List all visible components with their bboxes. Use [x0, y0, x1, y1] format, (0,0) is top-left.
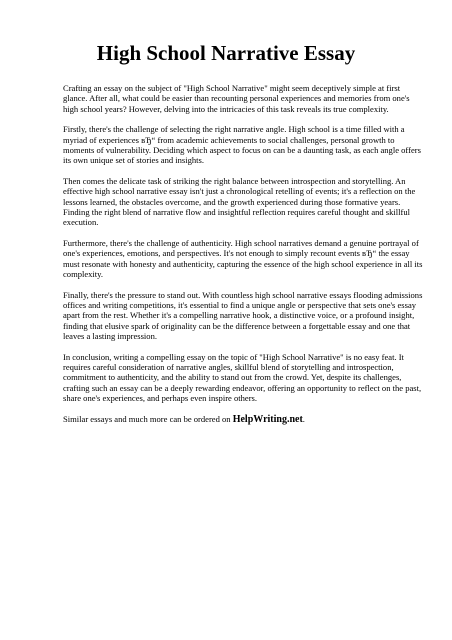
paragraph-conclusion: In conclusion, writing a compelling essay on the topic of "High School Narrative" is no easy feat. It requires careful consideration of narrative angles, skillful blend of storytelling and introspection, commitment to authenticity, and the ability to stand out from the crowd. Yet, despite its challenges, crafting such an essay can be a deeply rewarding endeavor, offering an opportunity to reflect on the past, share one's experiences, and perhaps even inspire others.: [63, 351, 422, 404]
paragraph-authenticity: Furthermore, there's the challenge of authenticity. High school narratives demand a genuine portrayal of one's experiences, emotions, and perspectives. It's not enough to simply recount events вЂ“ the essay must resonate with honesty and authenticity, capturing the essence of the high school experience in all its complexity.: [63, 238, 423, 280]
footer-line: [63, 414, 424, 425]
helpwriting-link[interactable]: HelpWriting.net: [232, 413, 303, 425]
footer-suffix: .: [302, 413, 305, 424]
paragraph-intro: Crafting an essay on the subject of "High School Narrative" might seem deceptively simple at first glance. After all, what could be easier than recounting personal experiences and memories from one's high school years? However, delving into the intricacies of this task reveals its true complexity.: [63, 83, 410, 114]
paragraph-stand-out: Finally, there's the pressure to stand out. With countless high school narrative essays flooding admissions offices and writing competitions, it's essential to find a unique angle or perspective that sets one's essay apart from the rest. Whether it's a compelling narrative hook, a distinctive voice, or a profound insight, finding that elusive spark of originality can be the difference between a forgettable essay and one that leaves a lasting impression.: [63, 289, 423, 342]
paragraph-introspection: Then comes the delicate task of striking the right balance between introspection and storytelling. An effective high school narrative essay isn't just a chronological retelling of events; it's a reflection on the lessons learned, the obstacles overcome, and the growth experienced during those formative years. Finding the right blend of narrative flow and insightful reflection requires careful thought and skillful execution.: [63, 176, 416, 228]
footer-prefix: Similar essays and much more can be ordered on: [63, 413, 233, 424]
paragraph-narrative-angle: Firstly, there's the challenge of selecting the right narrative angle. High school is a time filled with a myriad of experiences вЂ“ from academic achievements to social challenges, personal growth to moments of vulnerability. Deciding which aspect to focus on can be a daunting task, as each angle offers its own unique set of stories and insights.: [63, 124, 421, 166]
document-title: High School Narrative Essay: [96, 41, 356, 65]
document-body: [63, 83, 424, 435]
